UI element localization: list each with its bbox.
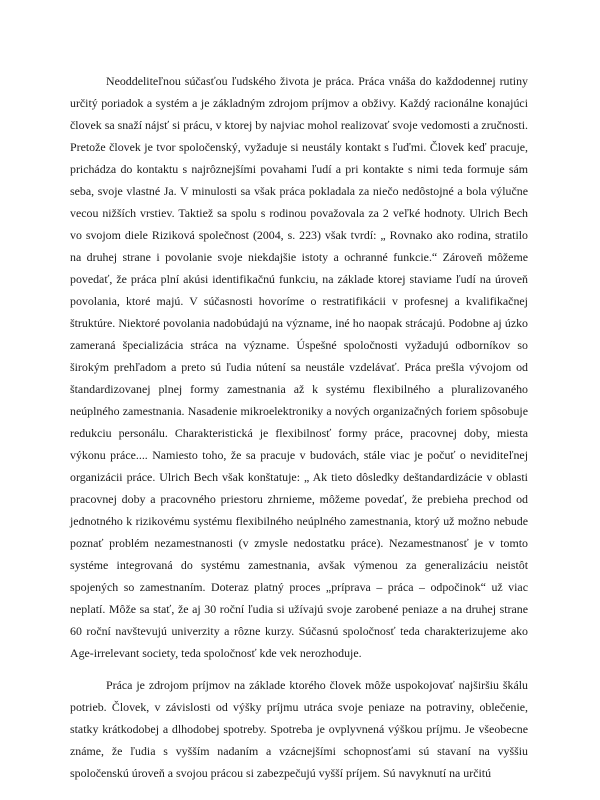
paragraph-work-income: Práca je zdrojom príjmov na základe ktorého človek môže uspokojovať najširšiu škálu potrieb. Človek, v závislosti od výšky príjmu utráca svoje peniaze na potraviny, oblečenie, statky krátkodobej a dlhodobej spotreby. Spotreba je ovplyvnená výškou príjmu. Je všeobecne známe, že ľudia s vyšším nadaním a vzácnejšími schopnosťami sú stavaní na vyššiu spoločenskú úroveň a svojou prácou si zabezpečujú vyšší príjem. Sú navyknutí na určitú: [70, 678, 528, 780]
paragraph-work-meaning: Neoddeliteľnou súčasťou ľudského života je práca. Práca vnáša do každodennej rutiny určitý poriadok a systém a je základným zdrojom príjmov a obživy. Každý racionálne konajúci človek sa snaží nájsť si prácu, v ktorej by najviac mohol realizovať svoje vedomosti a zručnosti. Pretože človek je tvor spoločenský, vyžaduje si neustály kontakt s ľuďmi. Človek keď pracuje, prichádza do kontaktu s najrôznejšími povahami ľudí a pri kontakte s nimi teda formuje sám seba, svoje vlastné Ja. V minulosti sa však práca pokladala za niečo nedôstojné a bola výlučne vecou nižších vrstiev. Taktiež sa spolu s rodinou považovala za 2 veľké hodnoty. Ulrich Bech vo svojom diele Riziková společnost (2004, s. 223) však tvrdí: „ Rovnako ako rodina, stratilo na druhej strane i povolanie svoje niekdajšie istoty a ochranné funkcie.“ Zároveň môžeme povedať, že práca plní akúsi identifikačnú funkciu, na základe ktorej staviame ľudí na úroveň povolania, ktoré majú. V súčasnosti hovoríme o restratifikácii v profesnej a kvalifikačnej štruktúre. Niektoré povolania nadobúdajú na význame, iné ho naopak strácajú. Podobne aj úzko zameraná špecializácia stráca na význame. Úspešné spoločnosti vyžadujú odborníkov so širokým prehľadom a preto sú ľudia nútení sa neustále vzdelávať. Práca prešla vývojom od štandardizovanej plnej formy zamestnania až k systému flexibilného a pluralizovaného neúplného zamestnania. Nasadenie mikroelektroniky a nových organizačných foriem spôsobuje redukciu personálu. Charakteristická je flexibilnosť formy práce, pracovnej doby, miesta výkonu práce.... Namiesto toho, že sa pracuje v budovách, stále viac je počuť o neviditeľnej organizácii práce. Ulrich Bech však konštatuje: „ Ak tieto dôsledky deštandardizácie v oblasti pracovnej doby a pracovného priestoru zhrnieme, môžeme povedať, že prebieha prechod od jednotného k rizikovému systému flexibilného neúplného zamestnania, ktorý už možno nebude poznať problém nezamestnanosti (v zmysle nedostatku práce). Nezamestnanosť je v tomto systéme integrovaná do systému zamestnania, avšak výmenou za generalizáciu neistôt spojených so zamestnaním. Doteraz platný proces „príprava – práca – odpočinok“ už viac neplatí. Môže sa stať, že aj 30 roční ľudia si užívajú svoje zarobené peniaze a na druhej strane 60 roční navštevujú univerzity a rôzne kurzy. Súčasnú spoločnosť teda charakterizujeme ako Age-irrelevant society, teda spoločnosť kde vek nerozhoduje.: [70, 74, 528, 660]
document-body: [70, 70, 528, 784]
